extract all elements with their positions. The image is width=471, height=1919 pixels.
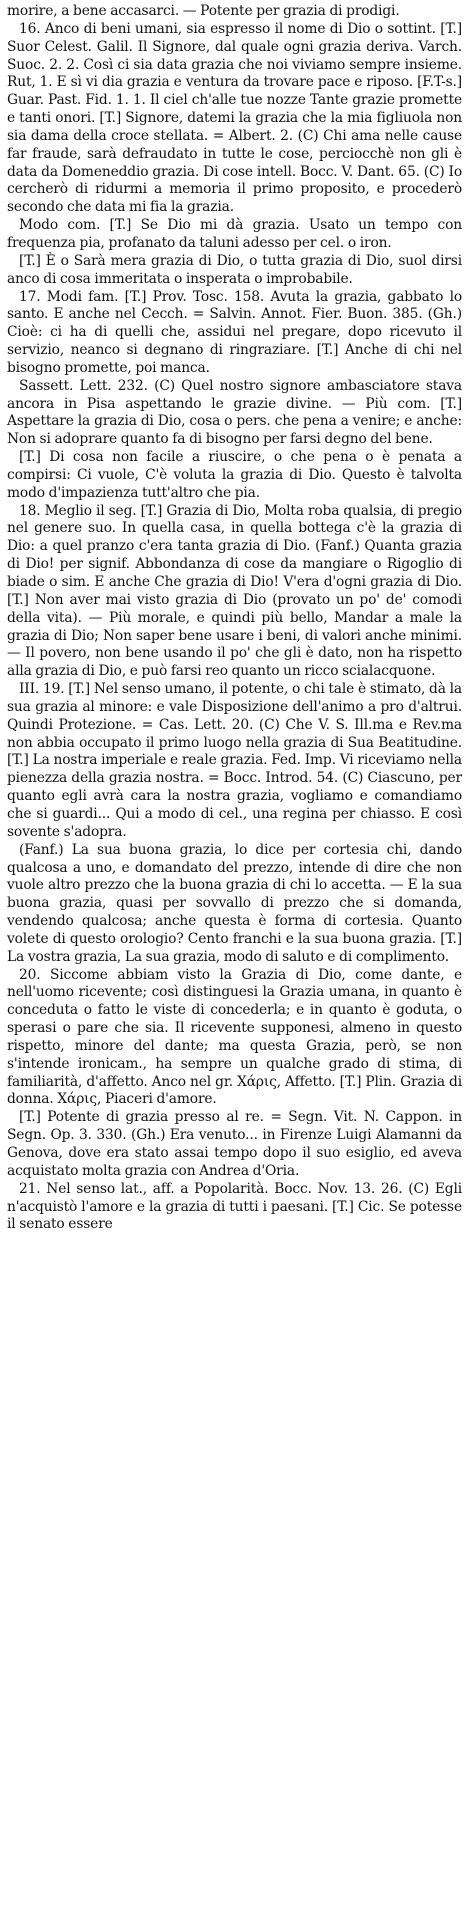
paragraph-10: (Fanf.) La sua buona grazia, lo dice per cortesia chi, dando qualcosa a uno, e domandato del prezzo, intende di dire che non vuole altro prezzo che la buona grazia di chi lo accetta. — E la sua buona grazia, quasi per sovvallo di prezzo che si domanda, vendendo qualcosa; anche questa è forma di cortesia. Quanto volete di questo orologio? Cento franchi e la sua buona grazia. [T.] La vostra grazia, La sua grazia, modo di saluto e di complimento. <box>7 841 462 965</box>
paragraph-13: 21. Nel senso lat., aff. a Popolarità. Bocc. Nov. 13. 26. (C) Egli n'acquistò l'amore e la grazia di tutti i paesani. [T.] Cic. Se potesse il senato essere <box>7 1180 462 1233</box>
paragraph-4: [T.] È o Sarà mera grazia di Dio, o tutta grazia di Dio, suol dirsi anco di cosa immeritata o insperata o improbabile. <box>7 252 462 287</box>
paragraph-6: Sassett. Lett. 232. (C) Quel nostro signore ambasciatore stava ancora in Pisa aspettando le grazie divine. — Più com. [T.] Aspettare la grazia di Dio, cosa o pers. che pena a venire; e anche: Non si adoprare quanto fa di bisogno per farsi degno del bene. <box>7 377 462 448</box>
paragraph-12: [T.] Potente di grazia presso al re. = Segn. Vit. N. Cappon. in Segn. Op. 3. 330. (Gh.) Era venuto... in Firenze Luigi Alamanni da Genova, dove era stato assai tempo dopo il suo esiglio, ed aveva acquistato molta grazia con Andrea d'Oria. <box>7 1109 462 1179</box>
paragraph-2: 16. Anco di beni umani, sia espresso il nome di Dio o sottint. [T.] Suor Celest. Galil. Il Signore, dal quale ogni grazia deriva. Varch. Suoc. 2. 2. Così ci sia data grazia che noi viviamo sempre insieme. Rut, 1. E sì vi dia grazia e ventura da trovare pace e riposo. [F.T-s.] Guar. Past. Fid. 1. 1. Il ciel ch'alle tue nozze Tante grazie promette e tanti onori. [T.] Signore, datemi la grazia che la mia figliuola non sia dama della croce stellata. = Albert. 2. (C) Chi ama nelle cause far fraude, sarà defraudato in tutte le cose, perciocchè non gli è data da Domeneddio grazia. Di cose intell. Bocc. V. Dant. 65. (C) Io cercherò di ridurmi a memoria il primo proposito, e procederò secondo che data mi fia la grazia. <box>7 20 462 216</box>
paragraph-5: 17. Modi fam. [T.] Prov. Tosc. 158. Avuta la grazia, gabbato lo santo. E anche nel Cecch. = Salvin. Annot. Fier. Buon. 385. (Gh.) Cioè: ci ha di quelli che, assidui nel pregare, dopo ricevuto il servizio, neanco si degnano di ringraziare. [T.] Anche di chi nel bisogno promette, poi manca. <box>7 288 462 376</box>
paragraph-1: morire, a bene accasarci. — Potente per grazia di prodigi. <box>7 3 400 19</box>
paragraph-8: 18. Meglio il seg. [T.] Grazia di Dio, Molta roba qualsia, di pregio nel genere suo. In quella casa, in quella bottega c'è la grazia di Dio: a quel pranzo c'era tanta grazia di Dio. (Fanf.) Quanta grazia di Dio! per signif. Abbondanza di cose da mangiare o Rigoglio di biade o sim. E anche Che grazia di Dio! V'era d'ogni grazia di Dio. [T.] Non aver mai visto grazia di Dio (provato un po' de' comodi della vita). — Più morale, e quindi più bello, Mandar a male la grazia di Dio; Non saper bene usare i beni, di valori anche minimi. — Il povero, non bene usando il po' che gli è dato, non ha rispetto alla grazia di Dio, e può farsi reo quanto un ricco scialacquone. <box>7 502 462 680</box>
paragraph-11: 20. Siccome abbiam visto la Grazia di Dio, come dante, e nell'uomo ricevente; così distinguesi la Grazia umana, in quanto è conceduta o fatto le viste di concederla; e in quanto è goduta, o sperasi o pare che sia. Il ricevente supponesi, almeno in questo rispetto, minore del dante; ma questa Grazia, però, se non s'intende ironicam., ha sempre un qualche grado di stima, di familiarità, d'affetto. Anco nel gr. Χάρις, Affetto. [T.] Plin. Grazia di donna. Χάρις, Piaceri d'amore. <box>7 966 462 1108</box>
paragraph-3: Modo com. [T.] Se Dio mi dà grazia. Usato un tempo con frequenza pia, profanato da taluni adesso per cel. o iron. <box>7 217 462 251</box>
paragraph-9: III. 19. [T.] Nel senso umano, il potente, o chi tale è stimato, dà la sua grazia al minore: e vale Disposizione dell'animo a pro d'altrui. Quindi Protezione. = Cas. Lett. 20. (C) Che V. S. Ill.ma e Rev.ma non abbia occupato il primo luogo nella grazia di Sua Beatitudine. [T.] La nostra imperiale e reale grazia. Fed. Imp. Vi riceviamo nella pienezza della grazia nostra. = Bocc. Introd. 54. (C) Ciascuno, per quanto egli avrà cara la nostra grazia, vogliamo e comandiamo che si guardi... Qui a modo di cel., una regina per chiasso. E così sovente s'adopra. <box>7 681 462 840</box>
paragraph-7: [T.] Di cosa non facile a riuscire, o che pena o è penata a compirsi: Ci vuole, C'è voluta la grazia di Dio. Questo è talvolta modo d'impazienza tutt'altro che pia. <box>7 449 462 501</box>
